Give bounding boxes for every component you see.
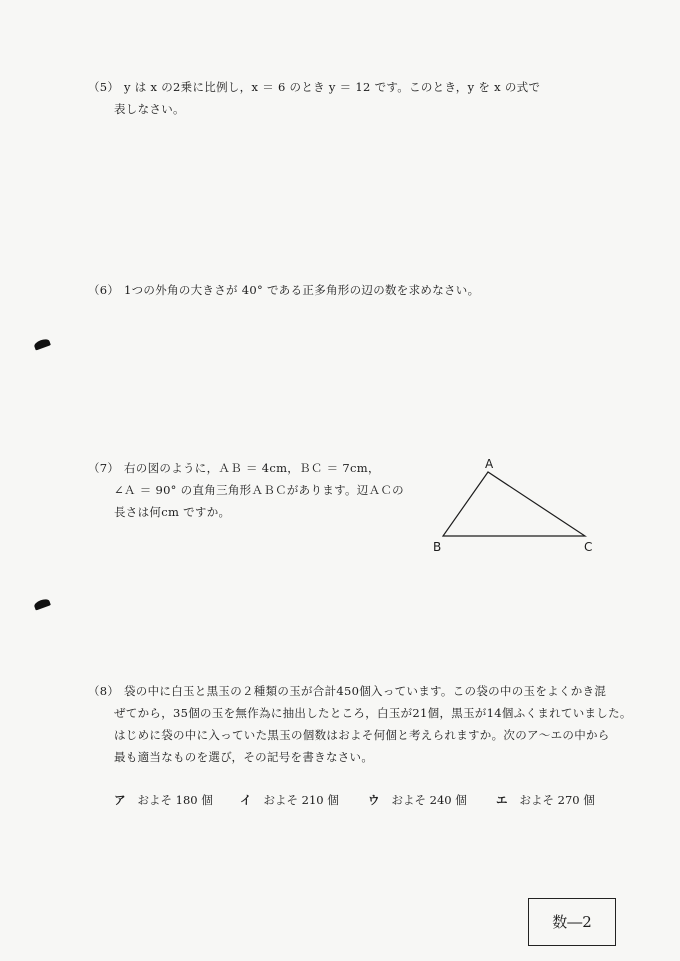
question-6	[88, 279, 628, 301]
question-text-line: y は x の2乗に比例し，x ＝ 6 のとき y ＝ 12 です。このとき，y を x の式で	[124, 80, 541, 94]
question-text-line: はじめに袋の中に入っていた黒玉の個数はおよそ何個と考えられますか。次のア～エの中から	[114, 728, 610, 742]
question-number: （6）	[88, 283, 120, 297]
question-8	[88, 680, 648, 768]
choice-d	[496, 792, 595, 808]
question-7	[88, 457, 428, 523]
question-number: （8）	[88, 684, 120, 698]
triangle-abc	[443, 472, 585, 536]
choice-b	[240, 792, 339, 808]
question-text-line: 表しなさい。	[114, 102, 185, 116]
punch-hole-mark-top	[33, 338, 51, 351]
question-text-line: 長さは何cm ですか。	[114, 505, 231, 519]
choice-mark: エ	[496, 793, 508, 807]
choice-text: およそ 210 個	[263, 793, 339, 807]
choice-mark: イ	[240, 793, 252, 807]
vertex-label-a: A	[485, 457, 494, 471]
choice-text: およそ 180 個	[137, 793, 213, 807]
choice-a	[114, 792, 213, 808]
choice-mark: ア	[114, 793, 126, 807]
question-text-line: 袋の中に白玉と黒玉の２種類の玉が合計450個入っています。この袋の中の玉をよくかき混	[124, 684, 607, 698]
question-text-line: 最も適当なものを選び，その記号を書きなさい。	[114, 750, 374, 764]
question-5	[88, 76, 628, 120]
question-number: （5）	[88, 80, 120, 94]
question-text-line: 右の図のように，ＡＢ ＝ 4cm，ＢＣ ＝ 7cm，	[124, 461, 380, 475]
vertex-label-c: C	[584, 540, 593, 554]
page-number-box: 数―2	[528, 898, 616, 946]
choice-mark: ウ	[368, 793, 380, 807]
choice-c	[368, 792, 467, 808]
question-text-line: 1つの外角の大きさが 40° である正多角形の辺の数を求めなさい。	[124, 283, 480, 297]
choice-text: およそ 270 個	[519, 793, 595, 807]
right-triangle-figure	[420, 455, 610, 560]
vertex-label-b: B	[433, 540, 442, 554]
punch-hole-mark-bottom	[33, 598, 51, 611]
choice-text: およそ 240 個	[391, 793, 467, 807]
question-text-line: ∠Ａ ＝ 90° の直角三角形ＡＢＣがあります。辺ＡＣの	[114, 483, 404, 497]
question-number: （7）	[88, 461, 120, 475]
question-text-line: ぜてから，35個の玉を無作為に抽出したところ，白玉が21個，黒玉が14個ふくまれていました。	[114, 706, 632, 720]
